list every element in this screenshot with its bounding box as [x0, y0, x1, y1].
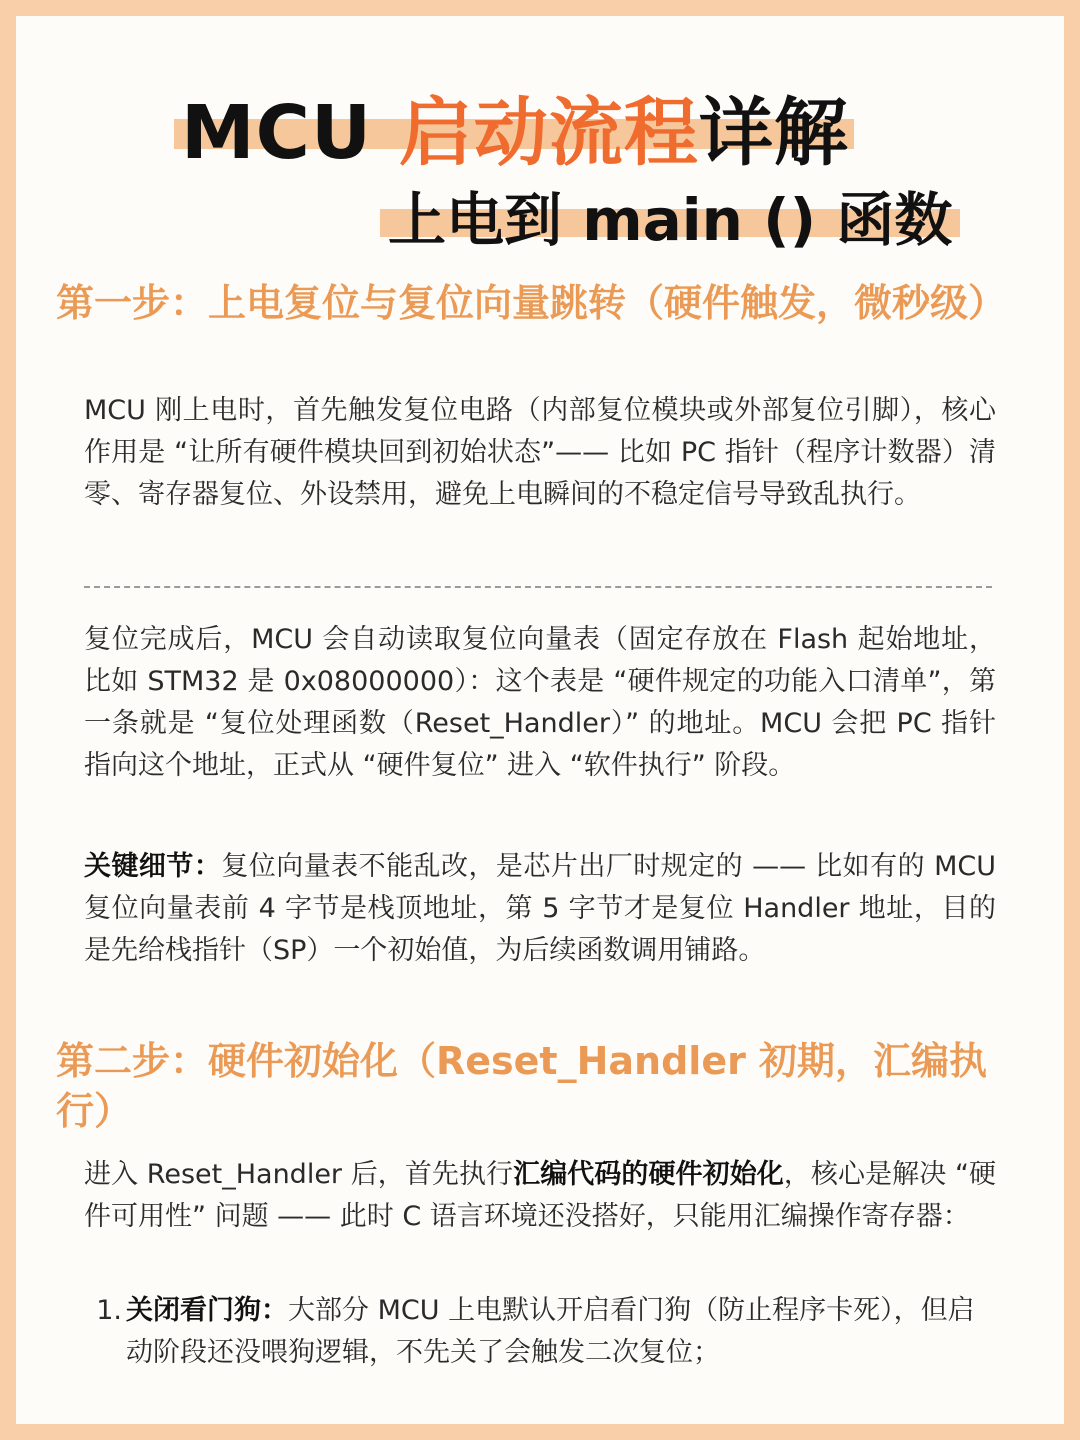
page-title: [181, 88, 849, 178]
key-detail-label: 关键细节：: [84, 851, 222, 882]
step2-list: [84, 1290, 996, 1374]
list-item-body: 大部分 MCU 上电默认开启看门狗（防止程序卡死），但启动阶段还没喂狗逻辑，不先关了会触发二次复位；: [126, 1295, 975, 1368]
step1-heading: 第一步：上电复位与复位向量跳转（硬件触发，微秒级）: [56, 281, 1007, 325]
title-prefix: MCU: [181, 90, 399, 176]
title-suffix: 详解: [698, 90, 849, 176]
key-detail-paragraph: [84, 846, 996, 972]
step2-intro-bold: 汇编代码的硬件初始化: [513, 1159, 784, 1190]
step2-intro-pre: 进入 Reset_Handler 后，首先执行: [84, 1159, 514, 1190]
step1-paragraph-2: 复位完成后，MCU 会自动读取复位向量表（固定存放在 Flash 起始地址，比如 STM32 是 0x08000000）：这个表是 “硬件规定的功能入口清单”，第一条就是 “复位处理函数（Reset_Handler）” 的地址。MCU 会把 PC 指针指向这个地址，正式从 “硬件复位” 进入 “软件执行” 阶段。: [84, 624, 996, 781]
content-card: [16, 16, 1064, 1424]
list-item-number: 1.: [96, 1295, 122, 1326]
step2-intro-post: ，核心是解决 “硬件可用性” 问题 —— 此时 C 语言环境还没搭好，只能用汇编操作寄存器：: [84, 1159, 997, 1232]
step2-intro: [84, 1154, 996, 1238]
list-item: [84, 1290, 996, 1374]
dashed-divider: [84, 586, 992, 588]
step1-paragraph-1: MCU 刚上电时，首先触发复位电路（内部复位模块或外部复位引脚），核心作用是 “让所有硬件模块回到初始状态”—— 比如 PC 指针（程序计数器）清零、寄存器复位、外设禁用，避免上电瞬间的不稳定信号导致乱执行。: [84, 395, 996, 510]
step2-heading: 第二步：硬件初始化（Reset_Handler 初期，汇编执行）: [56, 1039, 988, 1133]
page-subtitle: 上电到 main () 函数: [388, 186, 953, 254]
list-item-text: [124, 1290, 996, 1374]
list-item-label: 关闭看门狗：: [126, 1295, 288, 1326]
title-accent: 启动流程: [398, 90, 699, 176]
key-detail-text: 复位向量表不能乱改，是芯片出厂时规定的 —— 比如有的 MCU 复位向量表前 4 字节是栈顶地址，第 5 字节才是复位 Handler 地址，目的是先给栈指针（SP）一个初始值，为后续函数调用铺路。: [84, 851, 996, 966]
